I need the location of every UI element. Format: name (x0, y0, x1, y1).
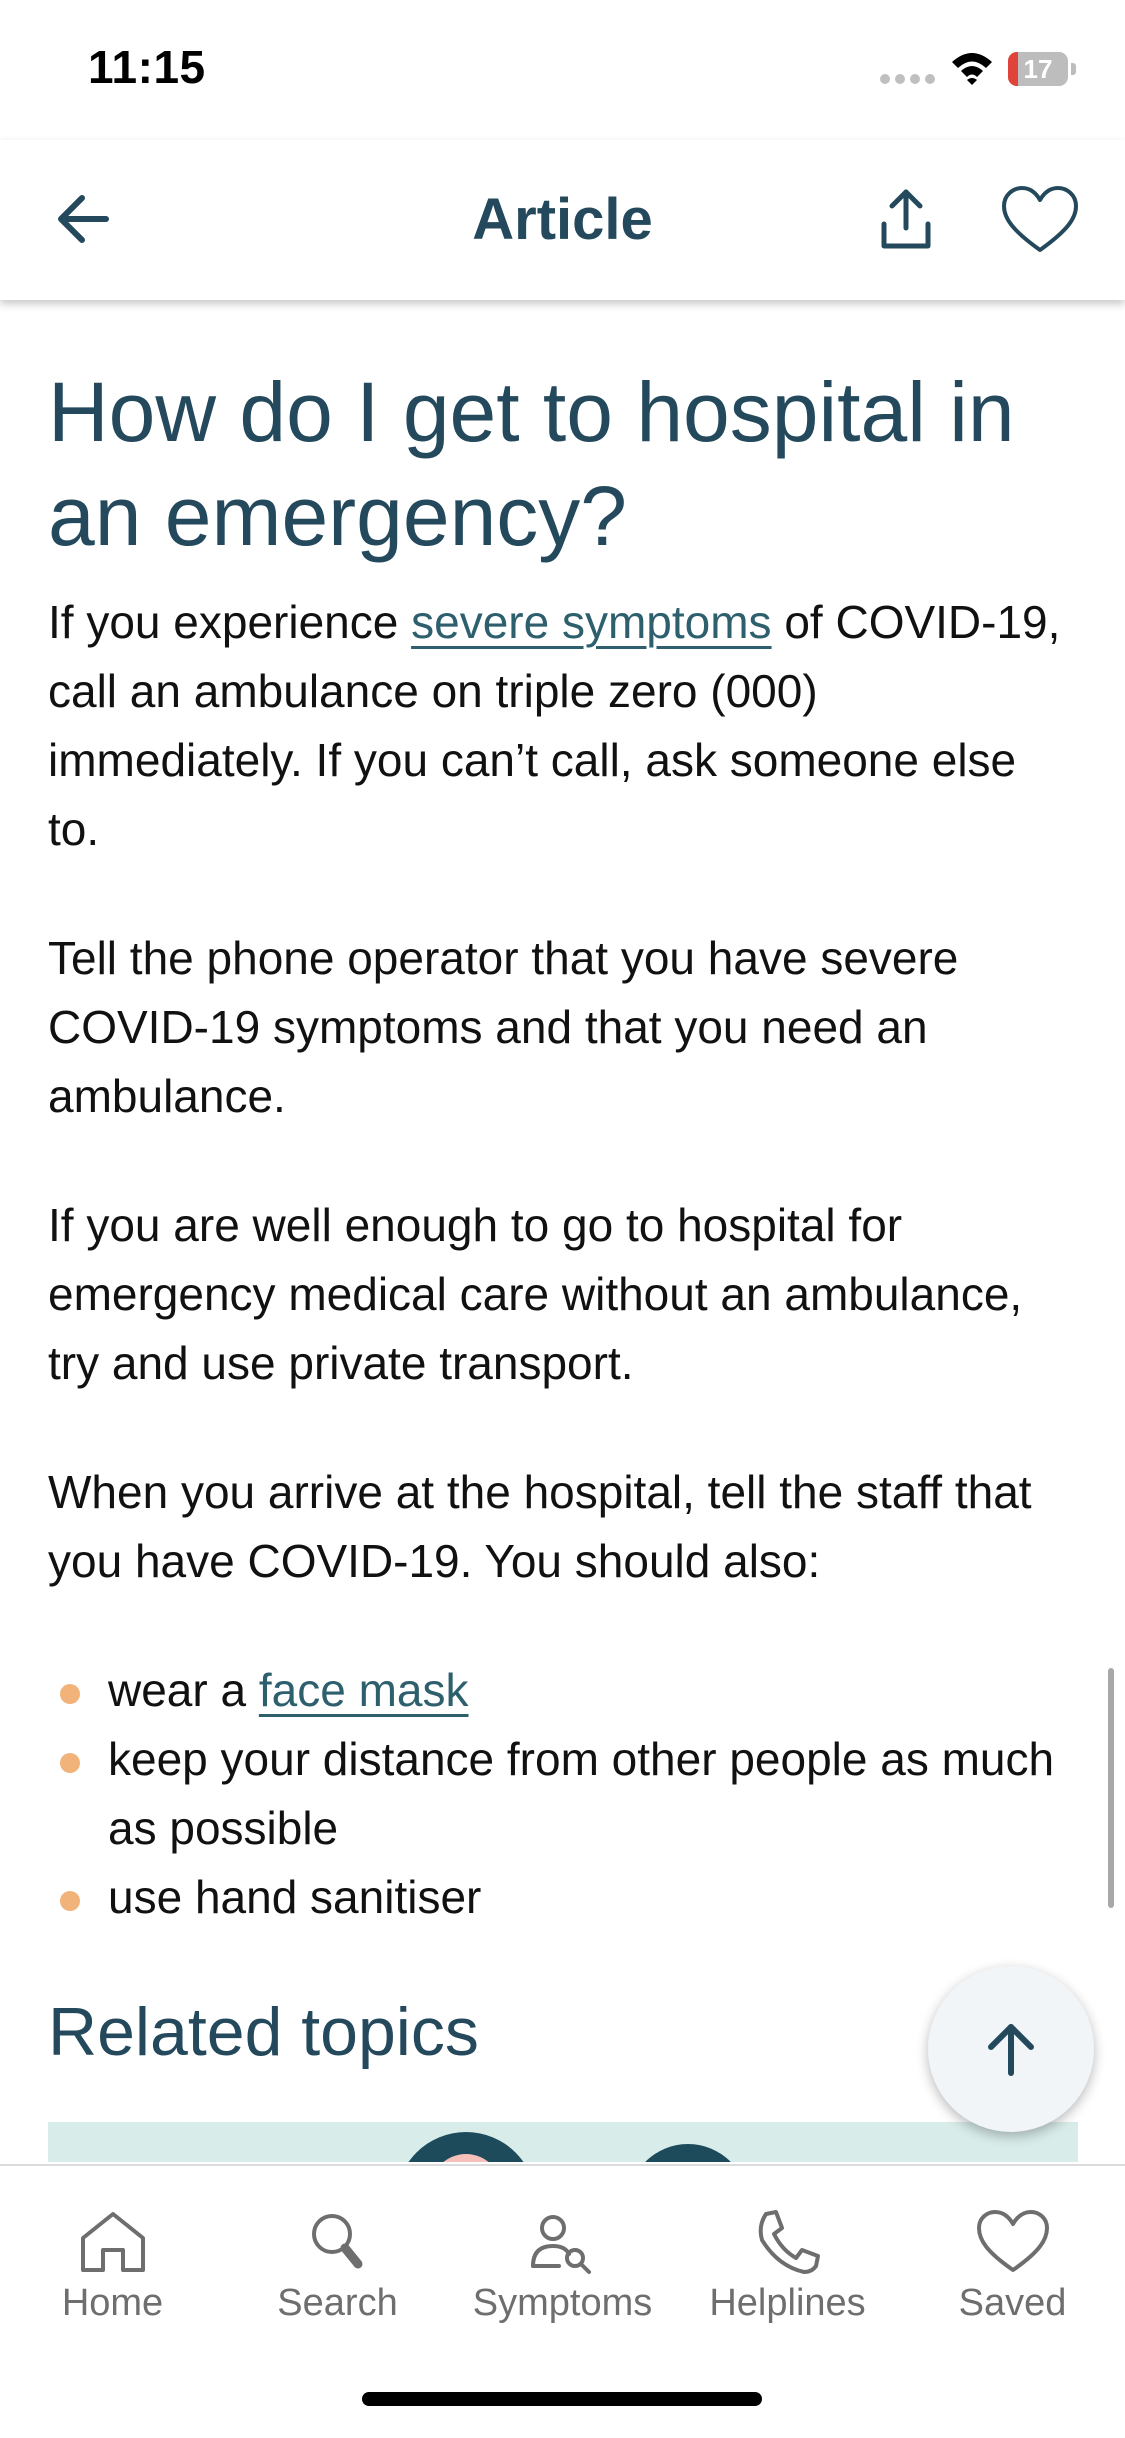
arrow-up-icon (981, 2019, 1041, 2079)
paragraph-1-text: If you experience (48, 596, 412, 648)
advice-list (48, 1656, 1078, 1932)
tab-helplines[interactable] (675, 2206, 900, 2356)
heart-icon (1004, 188, 1076, 250)
list-item (48, 1863, 1078, 1932)
tab-label: Saved (958, 2282, 1067, 2324)
search-icon (298, 2206, 378, 2276)
illustration-shape (628, 2144, 748, 2162)
status-time: 11:15 (88, 41, 206, 93)
paragraph-4: When you arrive at the hospital, tell the staff that you have COVID-19. You should also: (48, 1466, 1032, 1587)
paragraph-3: If you are well enough to go to hospital for emergency medical care without an ambulance, try and use private transport. (48, 1199, 1023, 1389)
article-content (48, 360, 1078, 2074)
list-item-text: wear a (108, 1664, 259, 1716)
home-indicator[interactable] (362, 2392, 762, 2406)
paragraph-1 (48, 588, 1078, 864)
list-item (48, 1725, 1078, 1863)
bullet-dot (60, 1684, 80, 1704)
tab-saved[interactable] (900, 2206, 1125, 2356)
article-title: How do I get to hospital in an emergency? (48, 365, 1015, 563)
tab-label: Home (61, 2282, 164, 2324)
heart-icon (973, 2206, 1053, 2276)
list-item-text: use hand sanitiser (108, 1871, 482, 1923)
phone-icon (748, 2206, 828, 2276)
list-item-text: keep your distance from other people as much as possible (108, 1733, 1055, 1854)
tab-home[interactable] (0, 2206, 225, 2356)
scrollbar[interactable] (1108, 1668, 1114, 1908)
tab-label: Search (277, 2282, 398, 2324)
bullet-dot (60, 1753, 80, 1773)
tab-label: Helplines (709, 2282, 866, 2324)
face-mask-link[interactable]: face mask (258, 1664, 469, 1716)
tab-label: Symptoms (472, 2282, 653, 2324)
home-icon (73, 2206, 153, 2276)
share-button[interactable] (876, 184, 936, 254)
battery-icon (1008, 52, 1076, 86)
related-topics-heading: Related topics (48, 1994, 479, 2070)
page-title: Article (472, 187, 653, 252)
tab-symptoms[interactable] (450, 2206, 675, 2356)
paragraph-1-text-end: of COVID-19, call an ambulance on triple zero (000) immediately. If you can’t call, ask someone else to. (48, 596, 1061, 855)
status-bar (0, 0, 1125, 140)
bullet-dot (60, 1891, 80, 1911)
severe-symptoms-link[interactable]: severe symptoms (411, 596, 772, 648)
illustration-person (396, 2132, 536, 2162)
share-icon (884, 192, 928, 246)
list-item (48, 1656, 1078, 1725)
paragraph-2: Tell the phone operator that you have severe COVID-19 symptoms and that you need an ambulance. (48, 932, 959, 1122)
scroll-to-top-button[interactable] (928, 1966, 1094, 2132)
favorite-button[interactable] (1000, 184, 1080, 256)
battery-percent: 17 (1023, 54, 1053, 84)
app-header (0, 140, 1125, 300)
tab-search[interactable] (225, 2206, 450, 2356)
cellular-signal-icon (880, 74, 936, 84)
wifi-icon (950, 50, 994, 86)
related-topic-card[interactable] (48, 2122, 1078, 2162)
symptoms-icon (523, 2206, 603, 2276)
